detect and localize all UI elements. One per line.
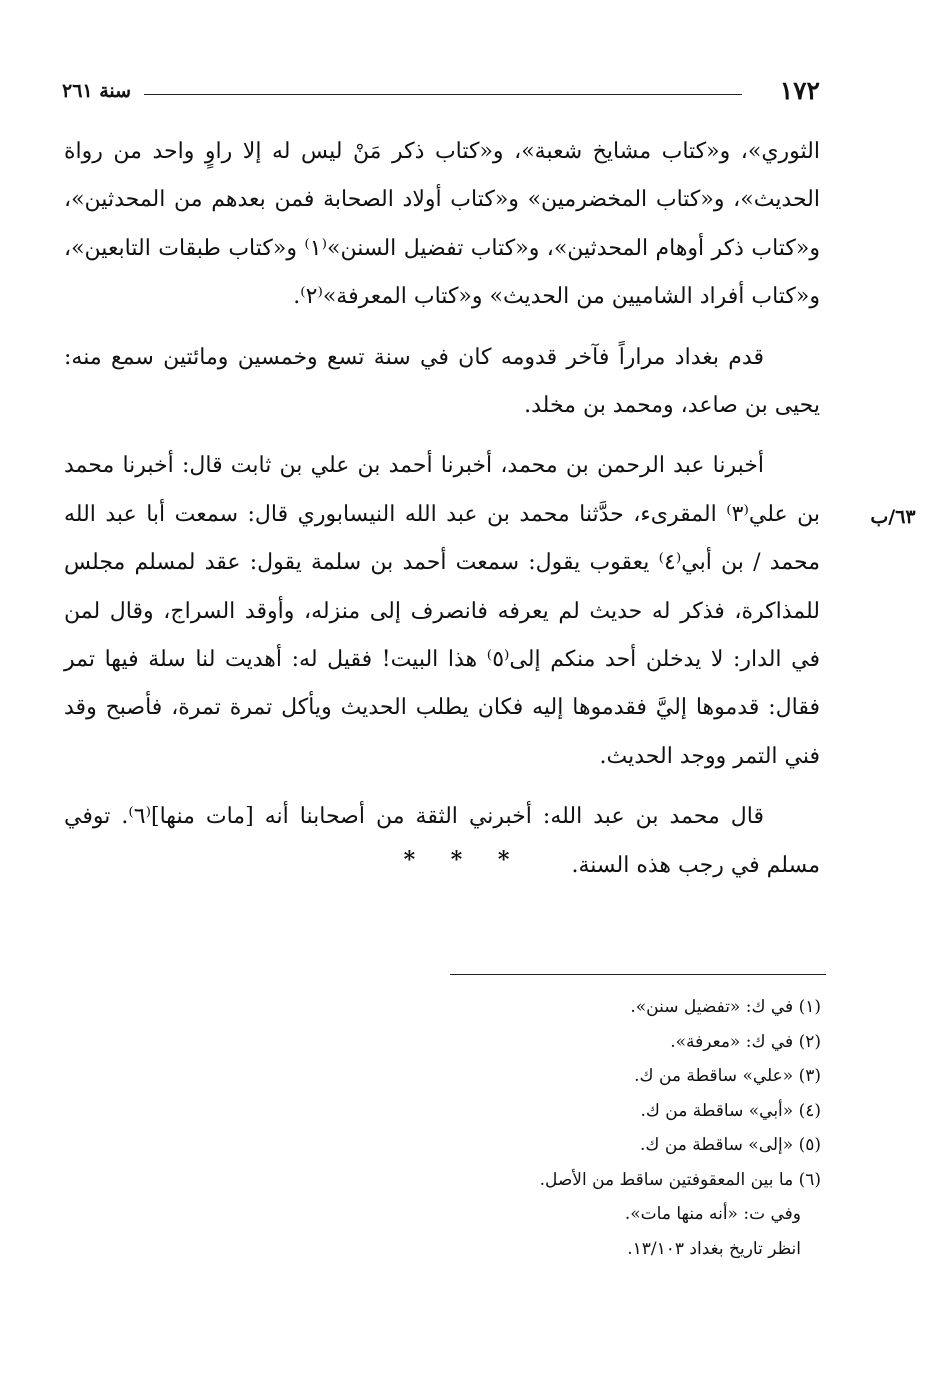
page-header: [62, 76, 820, 110]
manuscript-folio-marker: ٦٣/ب: [870, 506, 916, 528]
footnote-2: (٢) في ك: «معرفة».: [670, 1031, 821, 1052]
footnote-6-note-b: انظر تاريخ بغداد ١٣/١٠٣.: [627, 1238, 801, 1259]
section-separator: * * *: [403, 847, 524, 873]
paragraph-2: قدم بغداد مراراً فآخر قدومه كان في سنة تسع وخمسين ومائتين سمع منه: يحيى بن صاعد، ومحمد بن مخلد.: [64, 344, 820, 419]
running-head: سنة ٢٦١: [62, 80, 132, 102]
footnotes: [201, 990, 821, 1266]
footnote-rule: [450, 974, 826, 975]
footnote-5: (٥) «إلى» ساقطة من ك.: [640, 1135, 821, 1155]
footnote-1: (١) في ك: «تفضيل سنن».: [630, 997, 821, 1017]
footnote-6-note-a: وفي ت: «أنه منها مات».: [624, 1204, 801, 1224]
footnote-3: (٣) «علي» ساقطة من ك.: [634, 1066, 821, 1086]
footnote-4: (٤) «أبي» ساقطة من ك.: [640, 1100, 821, 1121]
paragraph-1: الثوري»، و«كتاب مشايخ شعبة»، و«كتاب ذكر مَنْ ليس له إلا راوٍ واحد من رواة الحديث»، و«كتاب المخضرمين» و«كتاب أولاد الصحابة فمن بعدهم من المحدثين»، و«كتاب ذكر أوهام المحدثين»، و«كتاب تفضيل السنن»⁽١⁾ و«كتاب طبقات التابعين»، و«كتاب أفراد الشاميين من الحديث» و«كتاب المعرفة»⁽٢⁾.: [64, 139, 821, 310]
paragraph-3: أخبرنا عبد الرحمن بن محمد، أخبرنا أحمد بن علي بن ثابت قال: أخبرنا محمد بن علي⁽٣⁾ المقرىء، حدَّثنا محمد بن عبد الله النيسابوري قال: سمعت أبا عبد الله محمد / بن أبي⁽٤⁾ يعقوب يقول: سمعت أحمد بن سلمة يقول: عقد لمسلم مجلس للمذاكرة، فذكر له حديث لم يعرفه فانصرف إلى منزله، وأوقد السراج، وقال لمن في الدار: لا يدخلن أحد منكم إلى⁽٥⁾ هذا البيت! فقيل له: أهديت لنا سلة فيها تمر فقال: قدموها إليَّ فقدموها إليه فكان يطلب الحديث ويأكل تمرة تمرة، فأصبح وقد فني التمر ووجد الحديث.: [64, 453, 821, 769]
paragraph-4: قال محمد بن عبد الله: أخبرني الثقة من أصحابنا أنه [مات منها]⁽٦⁾. توفي مسلم في رجب هذه السنة.: [64, 804, 820, 878]
header-rule: [144, 94, 742, 95]
page-number: ١٧٢: [779, 76, 820, 105]
main-text: [64, 128, 820, 890]
footnote-6: (٦) ما بين المعقوفتين ساقط من الأصل.: [539, 1169, 821, 1190]
